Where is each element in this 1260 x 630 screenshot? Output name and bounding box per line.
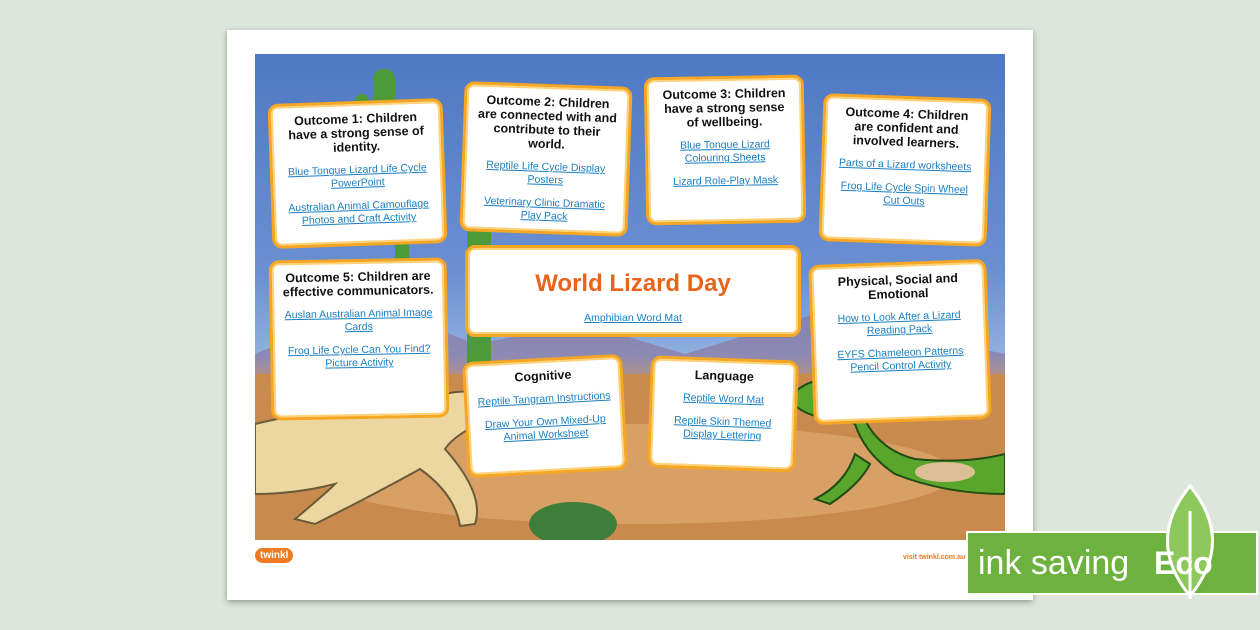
footer-url: visit twinkl.com.au bbox=[903, 554, 966, 561]
resource-link[interactable]: Reptile Tangram Instructions bbox=[477, 389, 611, 409]
card-outcome-3 bbox=[644, 75, 807, 226]
card-outcome-5 bbox=[269, 257, 450, 420]
eco-text: ink saving bbox=[978, 544, 1130, 582]
resource-link[interactable]: Frog Life Cycle Can You Find? Picture Activity bbox=[287, 342, 431, 370]
eco-badge bbox=[966, 531, 1258, 595]
card-cognitive bbox=[462, 354, 628, 478]
resource-link[interactable]: Reptile Word Mat bbox=[682, 391, 765, 407]
card-heading: Outcome 3: Children have a strong sense of wellbeing. bbox=[662, 85, 786, 130]
resource-link[interactable]: Blue Tongue Lizard Life Cycle PowerPoint bbox=[287, 161, 427, 190]
resource-link[interactable]: How to Look After a Lizard Reading Pack bbox=[837, 308, 961, 338]
resource-link[interactable]: Reptile Life Cycle Display Posters bbox=[486, 158, 606, 187]
card-heading: Outcome 5: Children are effective communicators. bbox=[282, 268, 434, 300]
page-title: World Lizard Day bbox=[535, 270, 731, 297]
card-physical-social-emotional bbox=[808, 259, 991, 425]
card-heading: Cognitive bbox=[514, 367, 572, 385]
resource-link[interactable]: Amphibian Word Mat bbox=[584, 312, 682, 324]
leaf-icon bbox=[1140, 481, 1240, 601]
resource-link[interactable]: Lizard Role-Play Mask bbox=[672, 174, 779, 188]
card-outcome-1 bbox=[268, 98, 448, 249]
resource-link[interactable]: Auslan Australian Animal Image Cards bbox=[284, 306, 433, 334]
poster-scene bbox=[255, 54, 1005, 540]
resource-link[interactable]: Draw Your Own Mixed-Up Animal Worksheet bbox=[484, 412, 606, 444]
eco-label: Eco bbox=[1154, 545, 1213, 581]
resource-link[interactable]: Parts of a Lizard worksheets bbox=[838, 156, 972, 174]
resource-link[interactable]: Frog Life Cycle Spin Wheel Cut Outs bbox=[840, 179, 969, 208]
twinkl-logo: twinkl bbox=[255, 548, 293, 563]
card-outcome-2 bbox=[459, 81, 632, 237]
card-heading: Outcome 4: Children are confident and involved learners. bbox=[845, 104, 969, 151]
poster-sheet bbox=[227, 30, 1033, 600]
card-outcome-4 bbox=[818, 93, 991, 247]
resource-link[interactable]: Veterinary Clinic Dramatic Play Pack bbox=[483, 194, 606, 223]
card-language bbox=[647, 355, 799, 472]
card-title bbox=[465, 245, 801, 337]
card-heading: Outcome 2: Children are connected with and contribute to their world. bbox=[477, 92, 618, 152]
resource-link[interactable]: Reptile Skin Themed Display Lettering bbox=[673, 414, 772, 443]
resource-link[interactable]: EYFS Chameleon Patterns Pencil Control Activity bbox=[837, 344, 964, 374]
card-heading: Physical, Social and Emotional bbox=[837, 270, 959, 303]
card-heading: Language bbox=[694, 367, 755, 385]
resource-link[interactable]: Blue Tongue Lizard Colouring Sheets bbox=[679, 138, 770, 165]
resource-link[interactable]: Australian Animal Camouflage Photos and Craft Activity bbox=[288, 197, 430, 227]
card-heading: Outcome 1: Children have a strong sense of identity. bbox=[288, 109, 425, 155]
